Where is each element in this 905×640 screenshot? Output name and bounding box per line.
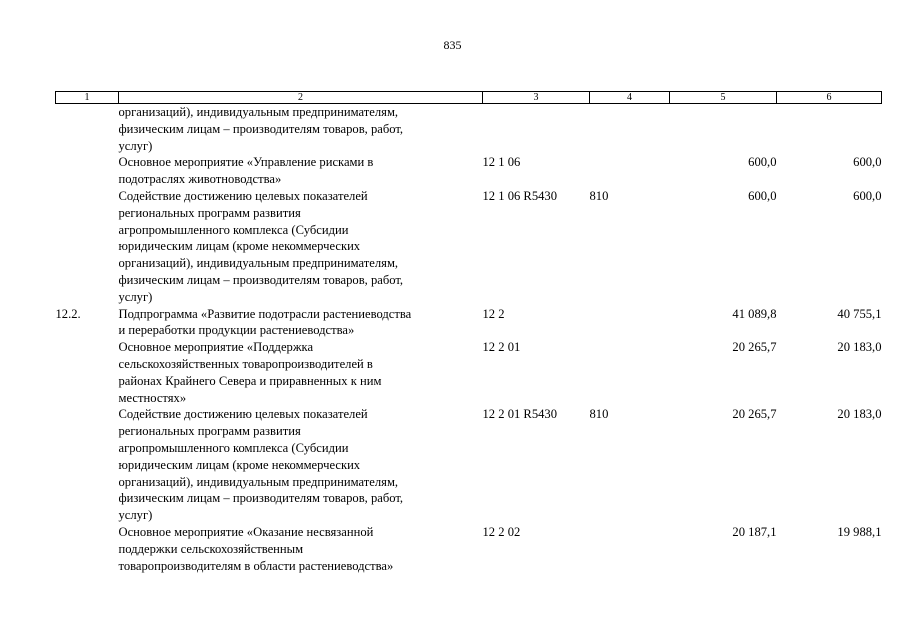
amount-first-year: 600,0 [748,188,777,203]
expense-type-code: 810 [589,407,609,422]
row-name-line: организаций), индивидуальным предпринимателям, [118,105,399,119]
row-name-line: сельскохозяйственных товаропроизводителей в [118,356,373,371]
row-number [56,154,119,188]
row-name [119,406,483,524]
column-header: 1 [56,92,119,104]
row-name-line: региональных программ развития [118,424,301,439]
row-name-line: агропромышленного комплекса (Субсидии [118,222,349,237]
row-name-line: юридическим лицам (кроме некоммерческих [118,457,361,472]
row-number [56,104,119,155]
row-name-line: организаций), индивидуальным предпринимателям, [118,474,399,489]
expense-type-code [590,524,670,574]
row-name-line: юридическим лицам (кроме некоммерческих [118,239,361,254]
row-name-line: Основное мероприятие «Оказание несвязанной [118,524,374,539]
row-number [56,406,119,524]
row-name [119,306,483,340]
row-name [119,104,483,155]
row-name-line: местностях» [118,390,187,405]
row-name-line: региональных программ развития [118,205,301,220]
amount-second-year: 600,0 [853,155,882,170]
row-name-line: физическим лицам – производителям товаров, работ, [118,272,404,287]
table-body [56,104,882,575]
column-number-row [56,92,882,104]
row-number: 12.2. [55,306,81,321]
amount-first-year: 41 089,8 [732,306,777,321]
budget-table [55,91,882,574]
row-name-line: подотраслях животноводства» [118,172,282,187]
row-name-line: услуг) [118,138,153,153]
expense-type-code [590,154,670,188]
target-article-code: 12 2 [482,306,505,321]
expense-type-code [590,104,670,155]
column-header: 3 [483,92,590,104]
column-header: 4 [590,92,670,104]
amount-first-year: 600,0 [748,155,777,170]
row-number [56,524,119,574]
column-header: 6 [777,92,882,104]
row-number [56,339,119,406]
amount-second-year: 20 183,0 [837,340,882,355]
amount-second-year [777,104,882,155]
expense-type-code: 810 [589,188,609,203]
expense-type-code [590,339,670,406]
row-name-line: Подпрограмма «Развитие подотрасли растениеводства [118,306,412,321]
row-name-line: Основное мероприятие «Управление рисками в [118,155,374,170]
table-row [56,104,882,155]
column-header: 5 [670,92,777,104]
row-name [119,154,483,188]
table-row [56,524,882,574]
target-article-code [483,104,590,155]
row-number [56,188,119,306]
target-article-code: 12 2 02 [482,524,521,539]
amount-second-year: 20 183,0 [837,407,882,422]
target-article-code: 12 1 06 [482,155,521,170]
target-article-code: 12 2 01 R5430 [482,407,558,422]
table-row [56,188,882,306]
amount-second-year: 40 755,1 [837,306,882,321]
table-row [56,406,882,524]
row-name-line: Содействие достижению целевых показателей [118,407,368,422]
row-name-line: услуг) [118,289,153,304]
row-name-line: организаций), индивидуальным предпринимателям, [118,256,399,271]
table-row [56,154,882,188]
amount-second-year: 600,0 [853,188,882,203]
column-header: 2 [119,92,483,104]
amount-first-year: 20 265,7 [732,340,777,355]
table-row [56,339,882,406]
row-name [119,524,483,574]
target-article-code: 12 1 06 R5430 [482,188,558,203]
row-name-line: услуг) [118,508,153,523]
amount-first-year: 20 187,1 [732,524,777,539]
row-name-line: физическим лицам – производителям товаров, работ, [118,491,404,506]
target-article-code: 12 2 01 [482,340,521,355]
expense-type-code [590,306,670,340]
row-name-line: районах Крайнего Севера и приравненных к ним [118,373,382,388]
amount-first-year [670,104,777,155]
table-row [56,306,882,340]
row-name [119,339,483,406]
amount-second-year: 19 988,1 [837,524,882,539]
amount-first-year: 20 265,7 [732,407,777,422]
row-name-line: агропромышленного комплекса (Субсидии [118,440,349,455]
row-name-line: и переработки продукции растениеводства» [118,323,355,338]
row-name-line: Содействие достижению целевых показателей [118,188,368,203]
row-name-line: физическим лицам – производителям товаров, работ, [118,121,404,136]
row-name-line: товаропроизводителям в области растениеводства» [118,558,394,573]
row-name-line: поддержки сельскохозяйственным [118,541,304,556]
row-name [119,188,483,306]
row-name-line: Основное мероприятие «Поддержка [118,340,314,355]
page-number: 835 [443,38,462,52]
